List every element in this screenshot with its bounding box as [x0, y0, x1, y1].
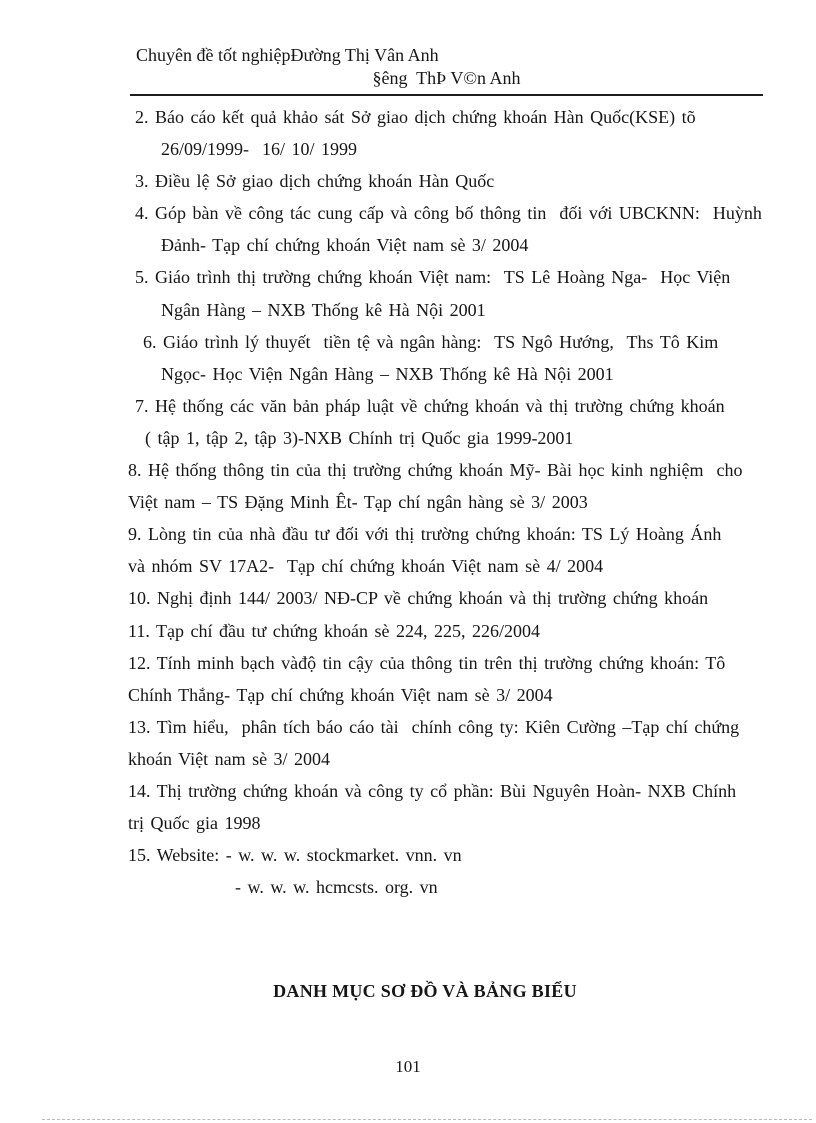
reference-line: 10. Nghị định 144/ 2003/ NĐ-CP về chứng khoán và thị trường chứng khoán [128, 588, 709, 609]
page-header [130, 44, 763, 96]
reference-line: khoán Việt nam sè 3/ 2004 [128, 748, 331, 769]
reference-line: 3. Điều lệ Sở giao dịch chứng khoán Hàn Quốc [135, 171, 495, 192]
reference-line: - w. w. w. hcmcsts. org. vn [235, 877, 438, 898]
section-heading: DANH MỤC SƠ ĐỒ VÀ BẢNG BIỂU [273, 981, 577, 1001]
reference-line: Ngọc- Học Viện Ngân Hàng – NXB Thống kê Hà Nội 2001 [161, 363, 614, 384]
reference-line: 12. Tính minh bạch vàđộ tin cậy của thông tin trên thị trường chứng khoán: Tô [128, 652, 726, 673]
reference-line: 4. Góp bàn về công tác cung cấp và công bố thông tin đối với UBCKNN: Huỳnh [135, 203, 762, 224]
reference-line: 26/09/1999- 16/ 10/ 1999 [161, 139, 357, 160]
reference-line: 5. Giáo trình thị trường chứng khoán Việt nam: TS Lê Hoàng Nga- Học Viện [135, 267, 731, 288]
reference-line: 8. Hệ thống thông tin của thị trường chứng khoán Mỹ- Bài học kinh nghiệm cho [128, 460, 743, 481]
reference-line: 15. Website: - w. w. w. stockmarket. vnn. vn [128, 845, 462, 866]
reference-line: 7. Hệ thống các văn bản pháp luật về chứng khoán và thị trường chứng khoán [135, 395, 725, 416]
reference-line: Đảnh- Tạp chí chứng khoán Việt nam sè 3/ 2004 [161, 235, 529, 256]
reference-line: và nhóm SV 17A2- Tạp chí chứng khoán Việt nam sè 4/ 2004 [128, 556, 604, 577]
reference-line: Ngân Hàng – NXB Thống kê Hà Nội 2001 [161, 299, 486, 320]
reference-line: trị Quốc gia 1998 [128, 813, 261, 834]
header-author: §êng ThÞ V©n Anh [372, 68, 521, 88]
reference-line: 13. Tìm hiểu, phân tích báo cáo tài chính công ty: Kiên Cường –Tạp chí chứng [128, 716, 740, 737]
reference-list [0, 101, 816, 903]
reference-line: 6. Giáo trình lý thuyết tiền tệ và ngân hàng: TS Ngô Hướng, Ths Tô Kim [143, 331, 719, 352]
reference-line: 14. Thị trường chứng khoán và công ty cổ phần: Bùi Nguyên Hoàn- NXB Chính [128, 780, 737, 801]
reference-line: ( tập 1, tập 2, tập 3)-NXB Chính trị Quốc gia 1999-2001 [145, 427, 574, 448]
reference-line: Việt nam – TS Đặng Minh Êt- Tạp chí ngân hàng sè 3/ 2003 [128, 492, 588, 513]
page-footer [0, 1057, 816, 1077]
reference-line: 9. Lòng tin của nhà đầu tư đối với thị trường chứng khoán: TS Lý Hoàng Ánh [128, 524, 722, 545]
bottom-dotted-line [42, 1119, 812, 1120]
reference-line: 2. Báo cáo kết quả khảo sát Sở giao dịch chứng khoán Hàn Quốc(KSE) tõ [135, 107, 696, 127]
reference-line: Chính Thắng- Tạp chí chứng khoán Việt nam sè 3/ 2004 [128, 684, 553, 705]
header-title: Chuyên đề tốt nghiệpĐường Thị Vân Anh [136, 45, 439, 65]
reference-line: 11. Tạp chí đầu tư chứng khoán sè 224, 225, 226/2004 [128, 620, 540, 641]
page-number: 101 [395, 1057, 421, 1076]
